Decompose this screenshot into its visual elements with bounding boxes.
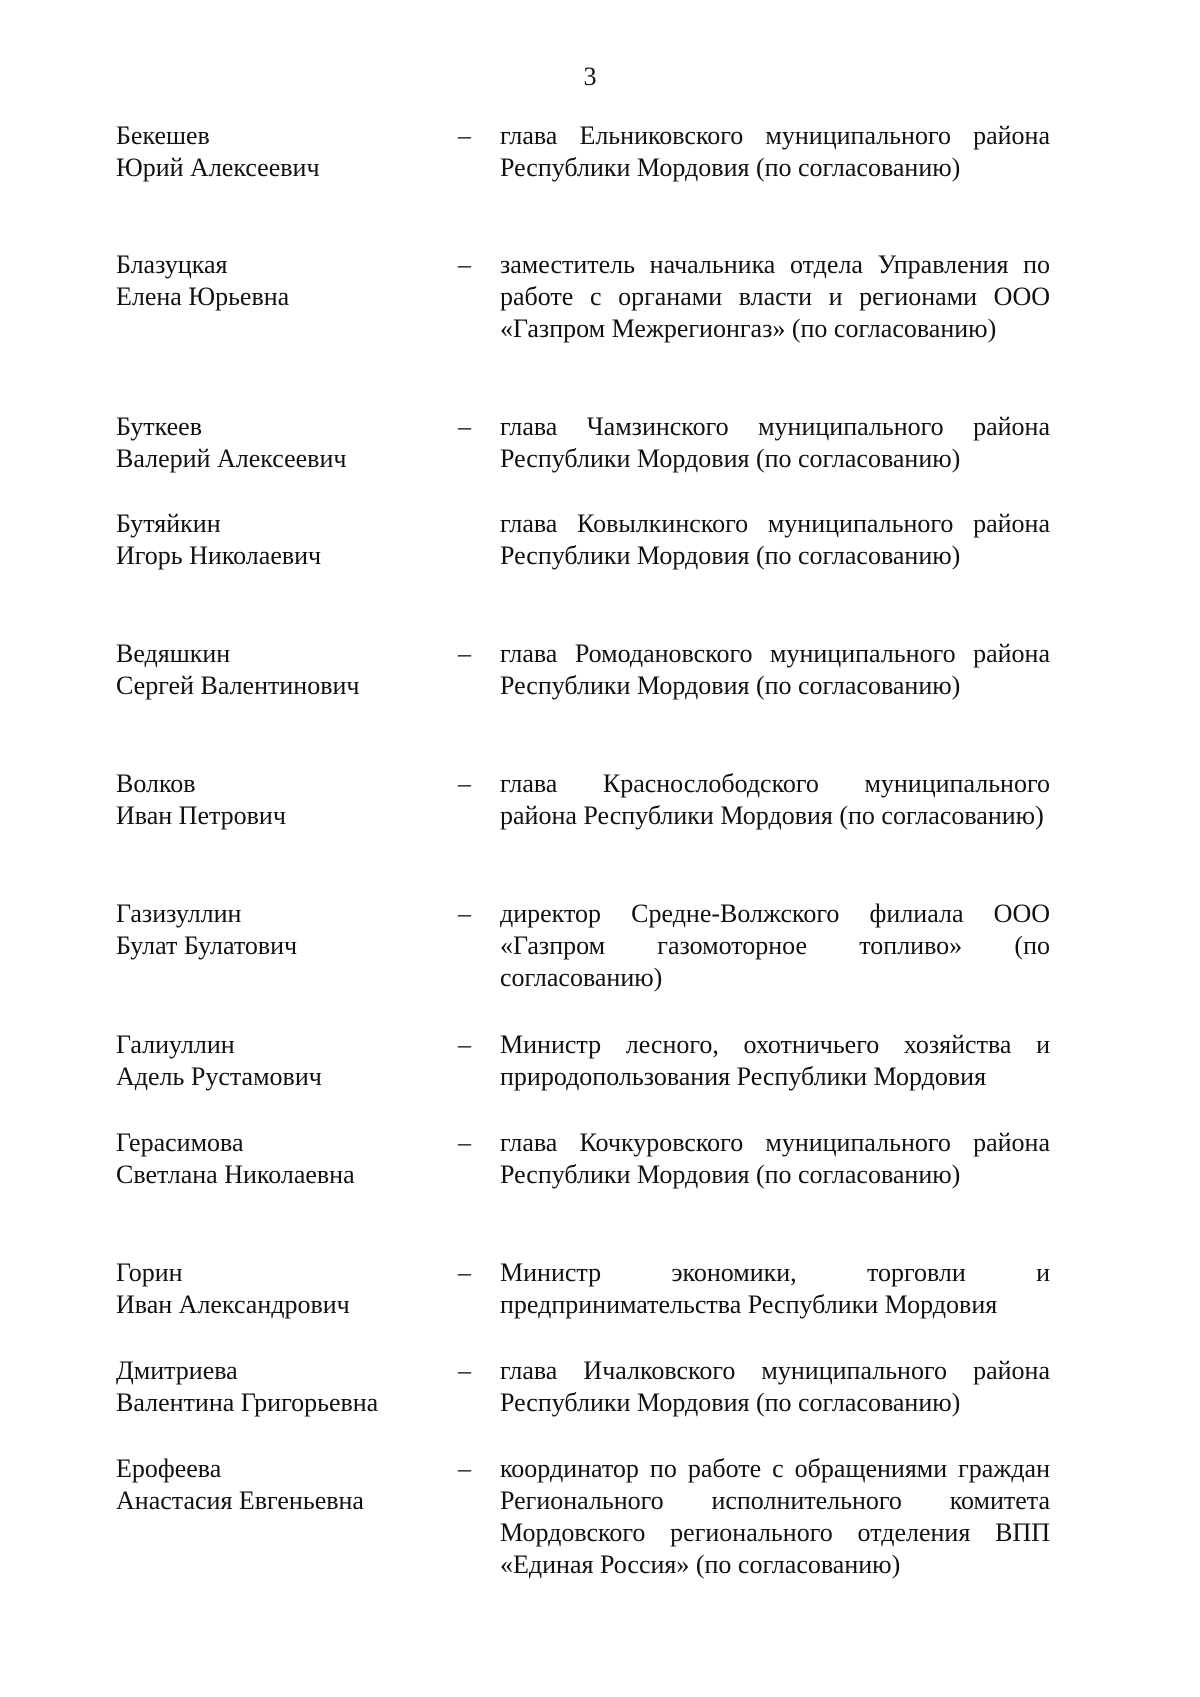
person-position: координатор по работе с обращениями граждан Регионального исполнительного комитета Мордовского регионального отделения ВПП «Единая Россия» (по согласованию) bbox=[500, 1454, 1050, 1579]
separator-dash: – bbox=[458, 1258, 471, 1287]
person-surname: Горин bbox=[116, 1258, 183, 1287]
person-position: глава Краснослободского муниципального района Республики Мордовия (по согласованию) bbox=[500, 769, 1050, 830]
separator-dash: – bbox=[458, 412, 471, 441]
person-given-names: Валентина Григорьевна bbox=[116, 1388, 379, 1417]
person-given-names: Иван Петрович bbox=[116, 801, 286, 830]
person-given-names: Сергей Валентинович bbox=[116, 671, 360, 700]
person-surname: Бутяйкин bbox=[116, 509, 221, 538]
person-name bbox=[116, 1029, 436, 1093]
separator-dash: – bbox=[458, 1356, 471, 1385]
person-name bbox=[116, 898, 436, 962]
person-name bbox=[116, 1257, 436, 1321]
separator-dash: – bbox=[458, 769, 471, 798]
separator-dash: – bbox=[458, 1454, 471, 1483]
person-name bbox=[116, 508, 436, 572]
person-surname: Бекешев bbox=[116, 121, 210, 150]
person-surname: Блазуцкая bbox=[116, 250, 228, 279]
separator-dash: – bbox=[458, 121, 471, 150]
person-name bbox=[116, 1453, 436, 1517]
separator-dash: – bbox=[458, 250, 471, 279]
person-name bbox=[116, 1127, 436, 1191]
person-position: глава Ельниковского муниципального района Республики Мордовия (по согласованию) bbox=[500, 121, 1050, 182]
person-position: Министр лесного, охотничьего хозяйства и природопользования Республики Мордовия bbox=[500, 1030, 1050, 1091]
person-position: заместитель начальника отдела Управления по работе с органами власти и регионами ООО «Газпром Межрегионгаз» (по согласованию) bbox=[500, 250, 1050, 343]
person-surname: Ерофеева bbox=[116, 1454, 222, 1483]
person-surname: Герасимова bbox=[116, 1128, 244, 1157]
person-given-names: Юрий Алексеевич bbox=[116, 153, 320, 182]
person-given-names: Елена Юрьевна bbox=[116, 282, 290, 311]
person-surname: Волков bbox=[116, 769, 196, 798]
separator-dash: – bbox=[458, 639, 471, 668]
person-surname: Дмитриева bbox=[116, 1356, 238, 1385]
person-position: глава Ичалковского муниципального района Республики Мордовия (по согласованию) bbox=[500, 1356, 1050, 1417]
person-given-names: Булат Булатович bbox=[116, 931, 298, 960]
person-name bbox=[116, 768, 436, 832]
person-name bbox=[116, 120, 436, 184]
person-name bbox=[116, 1355, 436, 1419]
person-position: глава Чамзинского муниципального района Республики Мордовия (по согласованию) bbox=[500, 412, 1050, 473]
person-name bbox=[116, 249, 436, 313]
person-surname: Ведяшкин bbox=[116, 639, 231, 668]
person-position: глава Ковылкинского муниципального района Республики Мордовия (по согласованию) bbox=[500, 509, 1050, 570]
separator-dash: – bbox=[458, 899, 471, 928]
person-position: Министр экономики, торговли и предпринимательства Республики Мордовия bbox=[500, 1258, 1050, 1319]
person-surname: Газизуллин bbox=[116, 899, 242, 928]
person-given-names: Анастасия Евгеньевна bbox=[116, 1486, 364, 1515]
person-given-names: Адель Рустамович bbox=[116, 1062, 322, 1091]
person-given-names: Валерий Алексеевич bbox=[116, 444, 347, 473]
page-number: 3 bbox=[583, 62, 597, 91]
person-given-names: Иван Александрович bbox=[116, 1290, 350, 1319]
person-name bbox=[116, 638, 436, 702]
person-given-names: Светлана Николаевна bbox=[116, 1160, 355, 1189]
person-given-names: Игорь Николаевич bbox=[116, 541, 322, 570]
separator-dash: – bbox=[458, 1128, 471, 1157]
person-surname: Галиуллин bbox=[116, 1030, 235, 1059]
person-position: директор Средне-Волжского филиала ООО «Газпром газомоторное топливо» (по согласованию) bbox=[500, 899, 1050, 992]
person-position: глава Кочкуровского муниципального района Республики Мордовия (по согласованию) bbox=[500, 1128, 1050, 1189]
separator-dash: – bbox=[458, 1030, 471, 1059]
person-name bbox=[116, 411, 436, 475]
person-position: глава Ромодановского муниципального района Республики Мордовия (по согласованию) bbox=[500, 639, 1050, 700]
person-surname: Буткеев bbox=[116, 412, 202, 441]
